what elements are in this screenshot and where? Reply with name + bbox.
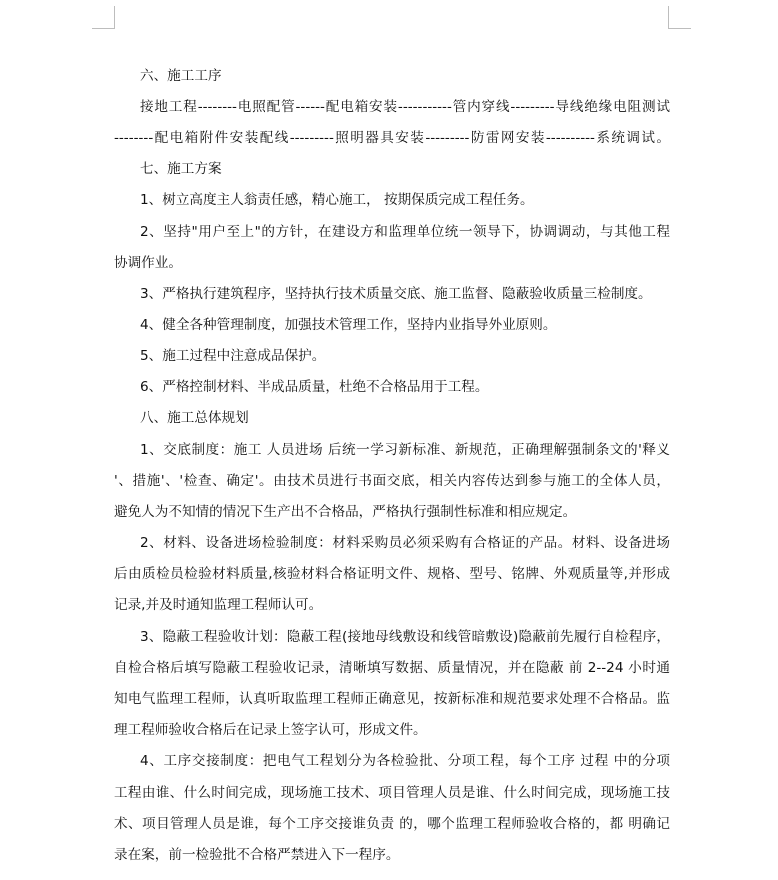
paragraph-line: 3、隐蔽工程验收计划：隐蔽工程(接地母线敷设和线管暗敷设)隐蔽前先履行自检程序，	[140, 629, 670, 645]
section-heading: 八、施工总体规划	[140, 410, 249, 426]
paragraph-line: 3、严格执行建筑程序，坚持执行技术质量交底、施工监督、隐蔽验收质量三检制度。	[140, 286, 652, 302]
paragraph-line: 6、严格控制材料、半成品质量，杜绝不合格品用于工程。	[140, 379, 489, 395]
paragraph-line: 4、健全各种管理制度，加强技术管理工作，坚持内业指导外业原则。	[140, 317, 557, 333]
paragraph-line: --------配电箱附件安装配线---------照明器具安装---------防雷网安装----------系统调试。	[114, 130, 670, 146]
paragraph-line: 1、交底制度：施工 人员进场 后统一学习新标准、新规范，正确理解强制条文的'释义	[140, 442, 670, 458]
paragraph-line: 记录,并及时通知监理工程师认可。	[114, 597, 323, 613]
paragraph-line: 协调作业。	[114, 255, 182, 271]
paragraph-line: 5、施工过程中注意成品保护。	[140, 348, 326, 364]
paragraph-line: 后由质检员检验材料质量,核验材料合格证明文件、规格、型号、铭牌、外观质量等,并形成	[114, 566, 670, 582]
paragraph-line: 知电气监理工程师，认真听取监理工程师正确意见，按新标准和规范要求处理不合格品。监	[114, 691, 670, 707]
paragraph-line: 术、项目管理人员是谁，每个工序交接谁负责 的，哪个监理工程师验收合格的，都 明确记	[114, 816, 670, 832]
paragraph-line: 录在案，前一检验批不合格严禁进入下一程序。	[114, 847, 400, 863]
paragraph-line: '、措施'、'检查、确定'。由技术员进行书面交底，相关内容传达到参与施工的全体人员，	[114, 473, 670, 489]
paragraph-line: 2、坚持"用户至上"的方针，在建设方和监理单位统一领导下，协调调动，与其他工程	[140, 224, 670, 240]
paragraph-line: 2、材料、设备进场检验制度：材料采购员必须采购有合格证的产品。材料、设备进场	[140, 535, 670, 551]
paragraph-line: 4、工序交接制度：把电气工程划分为各检验批、分项工程，每个工序 过程 中的分项	[140, 753, 670, 769]
paragraph-line: 接地工程--------电照配管------配电箱安装-----------管内穿线---------导线绝缘电阻测试	[140, 99, 670, 115]
section-heading: 六、施工工序	[140, 68, 222, 84]
paragraph-line: 理工程师验收合格后在记录上签字认可，形成文件。	[114, 722, 427, 738]
paragraph-line: 避免人为不知情的情况下生产出不合格品，严格执行强制性标准和相应规定。	[114, 504, 577, 520]
paragraph-line: 自检合格后填写隐蔽工程验收记录，清晰填写数据、质量情况，并在隐蔽 前 2--24 小时通	[114, 660, 670, 676]
top-right-margin-marker	[668, 6, 691, 29]
section-heading: 七、施工方案	[140, 161, 222, 177]
paragraph-line: 工程由谁、什么时间完成，现场施工技术、项目管理人员是谁、什么时间完成，现场施工技	[114, 785, 670, 801]
top-left-margin-marker	[92, 6, 115, 29]
paragraph-line: 1、树立高度主人翁责任感，精心施工， 按期保质完成工程任务。	[140, 192, 534, 208]
